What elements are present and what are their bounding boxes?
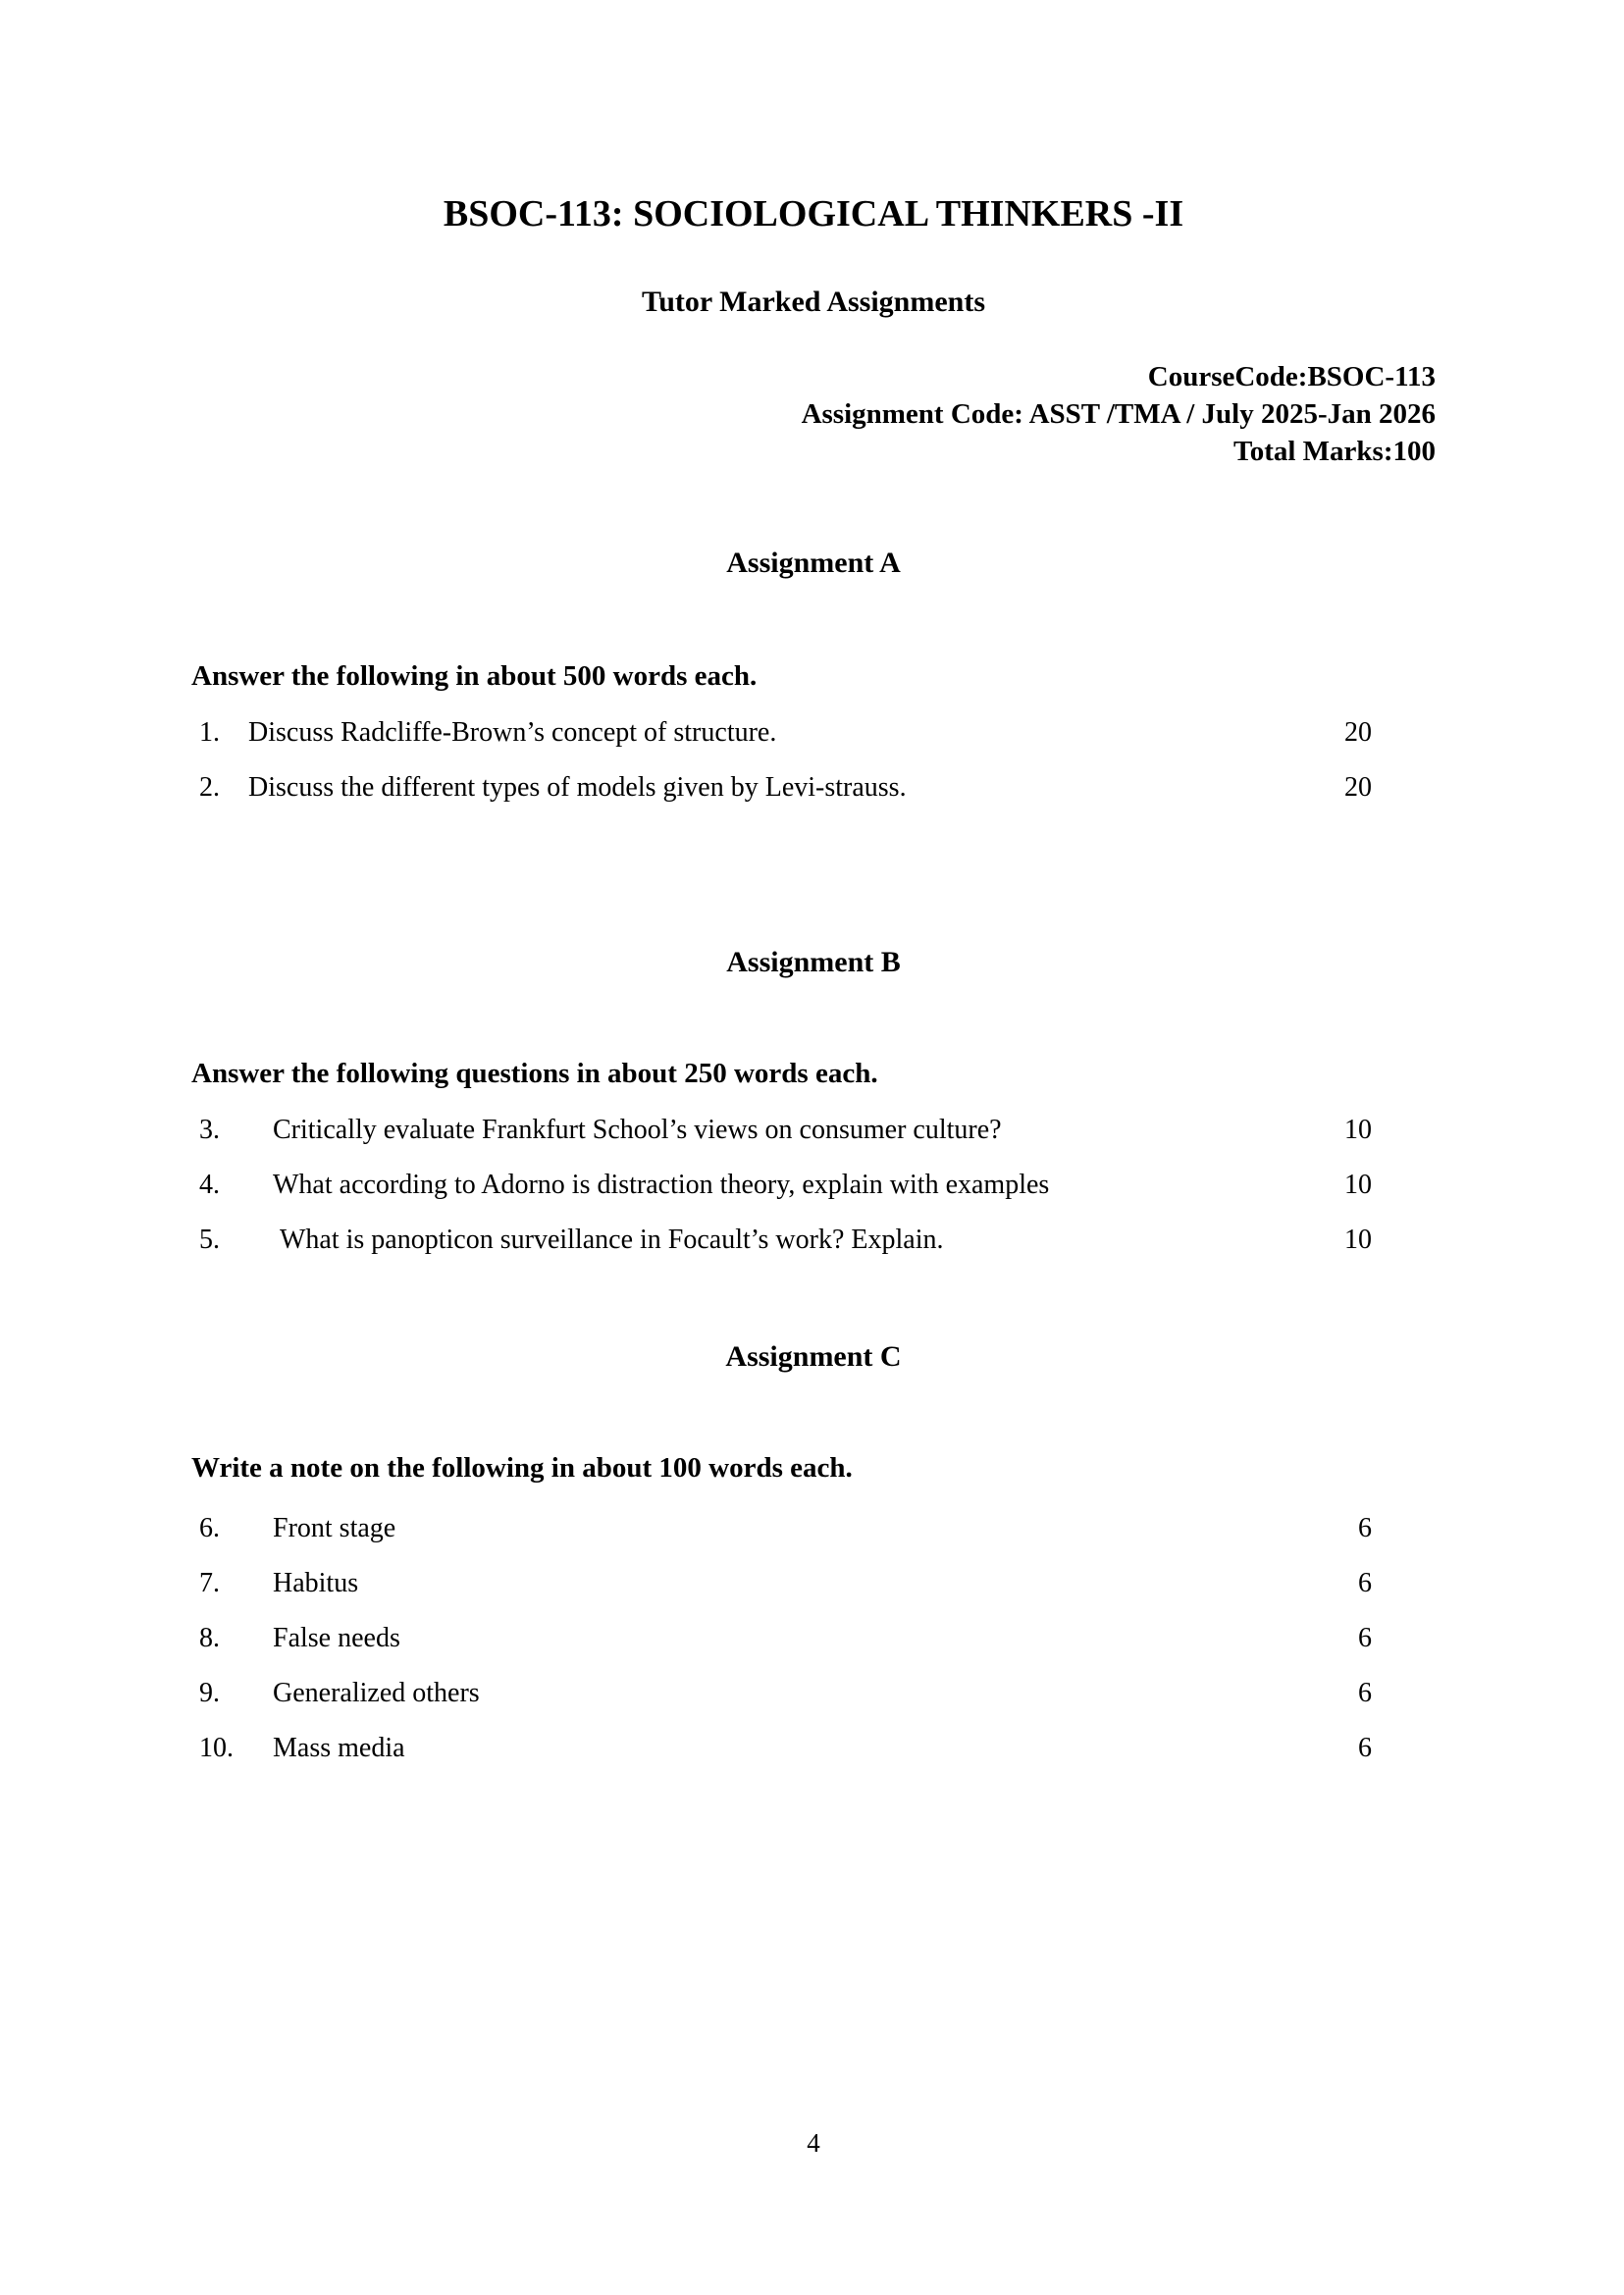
document-title: BSOC-113: SOCIOLOGICAL THINKERS -II [443, 193, 1184, 235]
question-row [191, 1511, 1436, 1545]
question-marks: 6 [1358, 1513, 1372, 1543]
question-number: 2. [199, 772, 220, 803]
question-row [191, 1113, 1436, 1147]
question-number: 3. [199, 1115, 220, 1145]
question-text: Mass media [273, 1733, 405, 1763]
question-marks: 6 [1358, 1733, 1372, 1763]
page-number: 4 [807, 2128, 820, 2158]
question-text: Habitus [273, 1568, 359, 1598]
question-number: 8. [199, 1623, 220, 1653]
instruction-assignment-b: Answer the following questions in about 250 words each. [191, 1058, 878, 1089]
question-row [191, 1731, 1436, 1765]
question-number: 10. [199, 1733, 234, 1763]
question-text: Discuss the different types of models given by Levi-strauss. [248, 772, 907, 803]
question-row [191, 770, 1436, 805]
question-text: What is panopticon surveillance in Focault’s work? Explain. [273, 1225, 944, 1255]
question-number: 1. [199, 717, 220, 748]
assignment-meta [191, 358, 1436, 470]
question-marks: 10 [1344, 1225, 1372, 1255]
question-marks: 20 [1344, 772, 1372, 803]
question-marks: 10 [1344, 1170, 1372, 1200]
question-row [191, 1566, 1436, 1600]
question-text: Critically evaluate Frankfurt School’s views on consumer culture? [273, 1115, 1002, 1145]
section-heading-assignment-b: Assignment B [726, 946, 901, 978]
question-text: False needs [273, 1623, 400, 1653]
question-number: 5. [199, 1225, 220, 1255]
question-marks: 10 [1344, 1115, 1372, 1145]
question-row [191, 1168, 1436, 1202]
question-marks: 20 [1344, 717, 1372, 748]
instruction-assignment-a: Answer the following in about 500 words each. [191, 660, 758, 692]
question-row [191, 715, 1436, 750]
total-marks: Total Marks:100 [1233, 436, 1436, 467]
question-text: What according to Adorno is distraction theory, explain with examples [273, 1170, 1050, 1200]
question-row [191, 1676, 1436, 1710]
question-number: 7. [199, 1568, 220, 1598]
section-heading-assignment-c: Assignment C [725, 1340, 902, 1373]
question-number: 9. [199, 1678, 220, 1708]
document-subtitle: Tutor Marked Assignments [641, 286, 986, 318]
question-row [191, 1621, 1436, 1655]
question-number: 6. [199, 1513, 220, 1543]
section-heading-assignment-a: Assignment A [726, 547, 901, 579]
question-marks: 6 [1358, 1568, 1372, 1598]
question-text: Front stage [273, 1513, 396, 1543]
question-number: 4. [199, 1170, 220, 1200]
question-text: Generalized others [273, 1678, 480, 1708]
question-marks: 6 [1358, 1678, 1372, 1708]
assignment-code: Assignment Code: ASST /TMA / July 2025-Jan 2026 [801, 398, 1436, 430]
question-text: Discuss Radcliffe-Brown’s concept of structure. [248, 717, 777, 748]
question-row [191, 1223, 1436, 1257]
course-code: CourseCode:BSOC-113 [1147, 361, 1436, 392]
question-marks: 6 [1358, 1623, 1372, 1653]
instruction-assignment-c: Write a note on the following in about 100 words each. [191, 1452, 853, 1484]
